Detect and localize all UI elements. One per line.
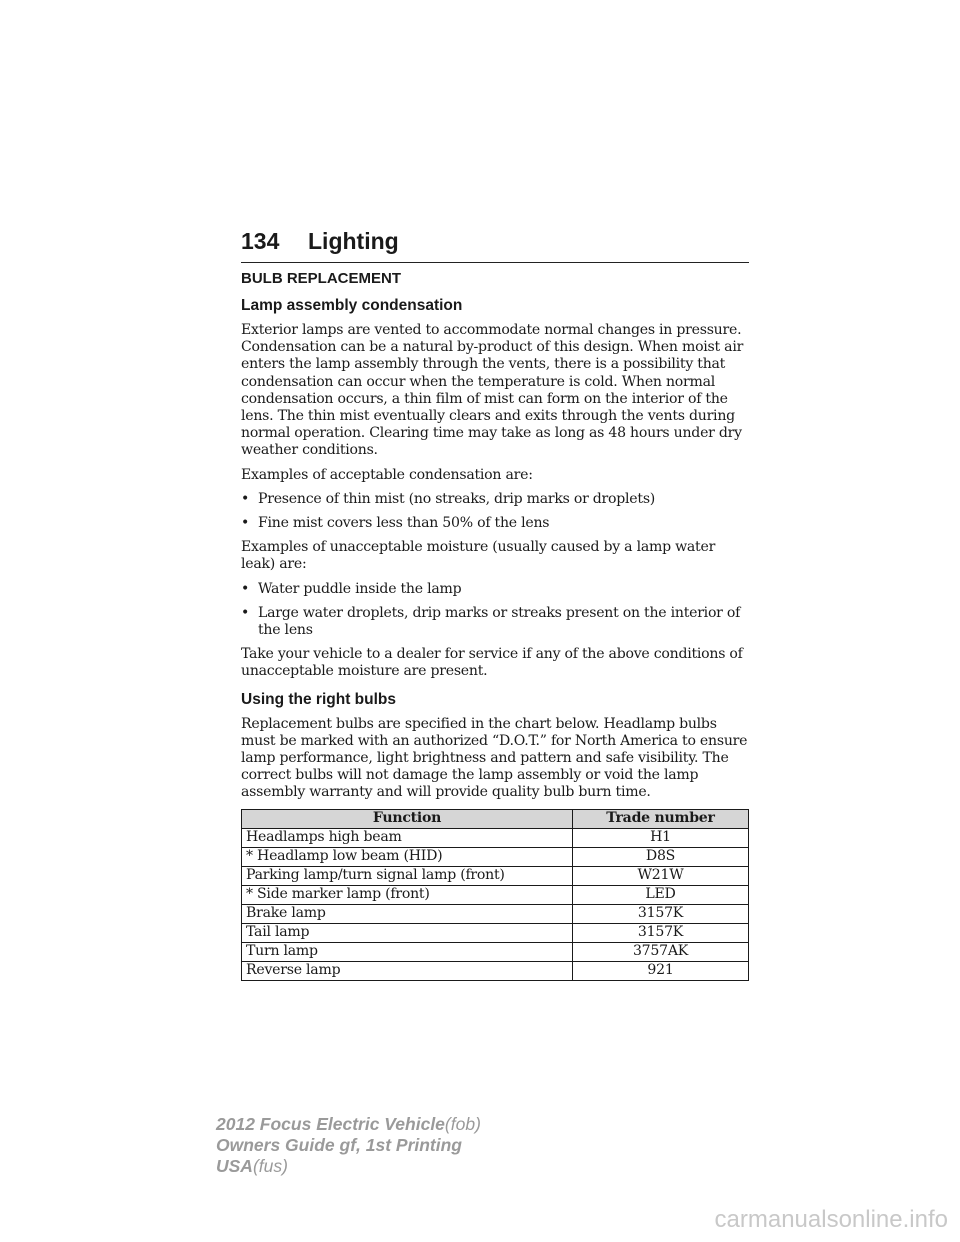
unacceptable-intro: Examples of unacceptable moisture (usually caused by a lamp water leak) are: [241,539,716,573]
function-cell: Headlamps high beam [242,828,573,847]
list-item-text: Presence of thin mist (no streaks, drip marks or droplets) [258,490,656,507]
list-item: • Fine mist covers less than 50% of the lens [241,515,550,532]
list-item-text: Water puddle inside the lamp [258,580,462,597]
table-row [242,904,749,923]
function-cell: * Headlamp low beam (HID) [242,847,573,866]
table-row [242,885,749,904]
footer-market: USA [216,1156,253,1176]
chapter-title: Lighting [308,228,399,254]
footer-line-1 [216,1114,481,1135]
section-title: BULB REPLACEMENT [241,270,401,287]
column-header-function: Function [242,809,573,828]
table-row [242,942,749,961]
function-cell: Reverse lamp [242,961,573,980]
unacceptable-list [241,581,749,640]
trade-number-cell: 3157K [573,904,749,923]
list-item: • Presence of thin mist (no streaks, drip marks or droplets) [241,490,656,507]
trade-number-cell: W21W [573,866,749,885]
footer-line-2 [216,1135,481,1156]
page-number: 134 [241,228,280,254]
list-item: • Water puddle inside the lamp [241,580,462,597]
bulbs-intro: Replacement bulbs are specified in the chart below. Headlamp bulbs must be marked with an authorized “D.O.T.” for North America to ensure lamp performance, light brightness and pattern and safe visibility. The correct bulbs will not damage the lamp assembly or void the lamp assembly warranty and will provide quality bulb burn time. [241,715,748,801]
list-item-text: Large water droplets, drip marks or streaks present on the interior of the lens [258,604,741,639]
footer-guide: Owners Guide gf, 1st Printing [216,1135,462,1155]
bulbs-heading: Using the right bulbs [241,690,396,708]
table-row [242,961,749,980]
footer-vehicle-code: (fob) [444,1114,481,1134]
list-item: • Large water droplets, drip marks or streaks present on the interior of the lens [241,604,741,639]
table-header-row [242,809,749,828]
function-cell: * Side marker lamp (front) [242,885,573,904]
site-watermark: carmanualsonline.info [714,1206,948,1233]
trade-number-cell: 921 [573,961,749,980]
function-cell: Parking lamp/turn signal lamp (front) [242,866,573,885]
condensation-closing: Take your vehicle to a dealer for service if any of the above conditions of unacceptable moisture are present. [241,646,743,680]
trade-number-cell: 3157K [573,923,749,942]
footer-line-3 [216,1156,481,1177]
table-row [242,923,749,942]
print-footer [216,1114,481,1177]
footer-vehicle: 2012 Focus Electric Vehicle [216,1114,445,1134]
condensation-intro: Exterior lamps are vented to accommodate normal changes in pressure. Condensation can be a natural by-product of this design. When moist air enters the lamp assembly through the vents, there is a possibility that condensation can occur when the temperature is cold. When normal condensation occurs, a thin film of mist can form on the interior of the lens. The thin mist eventually clears and exits through the vents during normal operation. Clearing time may take as long as 48 hours under dry weather conditions. [241,322,744,459]
trade-number-cell: LED [573,885,749,904]
trade-number-cell: D8S [573,847,749,866]
table-row [242,828,749,847]
list-item-text: Fine mist covers less than 50% of the lens [258,515,550,532]
trade-number-cell: 3757AK [573,942,749,961]
column-header-trade-number: Trade number [573,809,749,828]
bulb-table [241,809,749,981]
table-row [242,866,749,885]
acceptable-list [241,491,749,532]
condensation-heading: Lamp assembly condensation [241,297,463,314]
function-cell: Tail lamp [242,923,573,942]
table-row [242,847,749,866]
trade-number-cell: H1 [573,828,749,847]
page-header [241,226,749,263]
function-cell: Turn lamp [242,942,573,961]
footer-market-code: (fus) [252,1156,288,1176]
acceptable-intro: Examples of acceptable condensation are: [241,466,533,483]
function-cell: Brake lamp [242,904,573,923]
page-content [241,270,749,981]
